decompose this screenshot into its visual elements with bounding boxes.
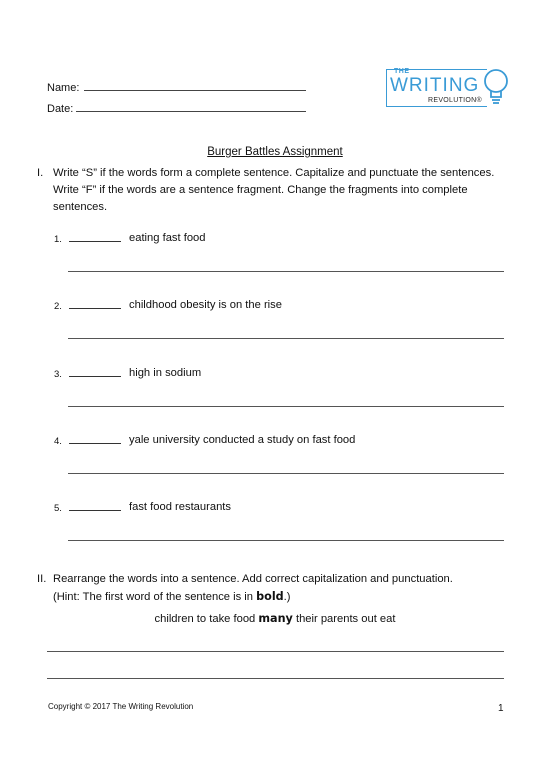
page-title: Burger Battles Assignment (207, 146, 343, 158)
item-5-text: fast food restaurants (129, 501, 231, 513)
item-3-answer-line[interactable] (68, 406, 504, 407)
item-3-text: high in sodium (129, 367, 202, 379)
date-field[interactable] (47, 101, 306, 115)
item-2-answer-line[interactable] (68, 338, 504, 339)
date-label: Date: (47, 103, 74, 115)
name-blank[interactable] (84, 80, 306, 91)
section-1-instructions: Write “S” if the words form a complete sentence. Capitalize and punctuate the sentences. Write “F” if the words are a sentence fragment. Change the fragments into complete sentences. (53, 167, 495, 213)
item-1-answer-line[interactable] (68, 271, 504, 272)
item-2-blank[interactable] (69, 308, 121, 309)
item-5-number: 5. (54, 503, 62, 514)
item-1-text: eating fast food (129, 232, 206, 244)
item-3-number: 3. (54, 369, 62, 380)
scrambled-sentence (0, 612, 550, 625)
section-2-hint (53, 588, 513, 606)
scramble-text-start: children to take food (154, 613, 259, 625)
copyright-notice: Copyright © 2017 The Writing Revolution (48, 702, 194, 711)
lightbulb-icon (482, 66, 512, 110)
section-2-numeral: II. (37, 573, 47, 585)
item-2-number: 2. (54, 301, 62, 312)
hint-bold-word: bold (256, 590, 284, 603)
date-blank[interactable] (76, 101, 306, 112)
name-field[interactable] (47, 80, 306, 94)
hint-close: .) (283, 591, 291, 603)
item-4-number: 4. (54, 436, 62, 447)
scramble-bold-word: many (258, 612, 293, 625)
page-number: 1 (498, 703, 504, 714)
scramble-text-end: their parents out eat (292, 613, 396, 625)
writing-revolution-logo (386, 66, 514, 110)
logo-the-text: THE (394, 68, 410, 75)
hint-text: (Hint: The first word of the sentence is in (53, 591, 257, 603)
item-1-blank[interactable] (69, 241, 121, 242)
name-label: Name: (47, 82, 80, 94)
item-4-text: yale university conducted a study on fast food (129, 434, 356, 446)
item-3-blank[interactable] (69, 376, 121, 377)
logo-revolution-text: REVOLUTION® (428, 97, 482, 104)
item-5-answer-line[interactable] (68, 540, 504, 541)
item-4-blank[interactable] (69, 443, 121, 444)
item-5-blank[interactable] (69, 510, 121, 511)
section-2-answer-line-2[interactable] (47, 678, 504, 679)
item-4-answer-line[interactable] (68, 473, 504, 474)
item-1-number: 1. (54, 234, 62, 245)
item-2-text: childhood obesity is on the rise (129, 299, 282, 311)
section-1-numeral: I. (37, 167, 44, 179)
logo-writing-text: WRITING (390, 75, 480, 96)
section-2-instructions-line-1: Rearrange the words into a sentence. Add correct capitalization and punctuation. (53, 573, 453, 585)
section-2-answer-line-1[interactable] (47, 651, 504, 652)
